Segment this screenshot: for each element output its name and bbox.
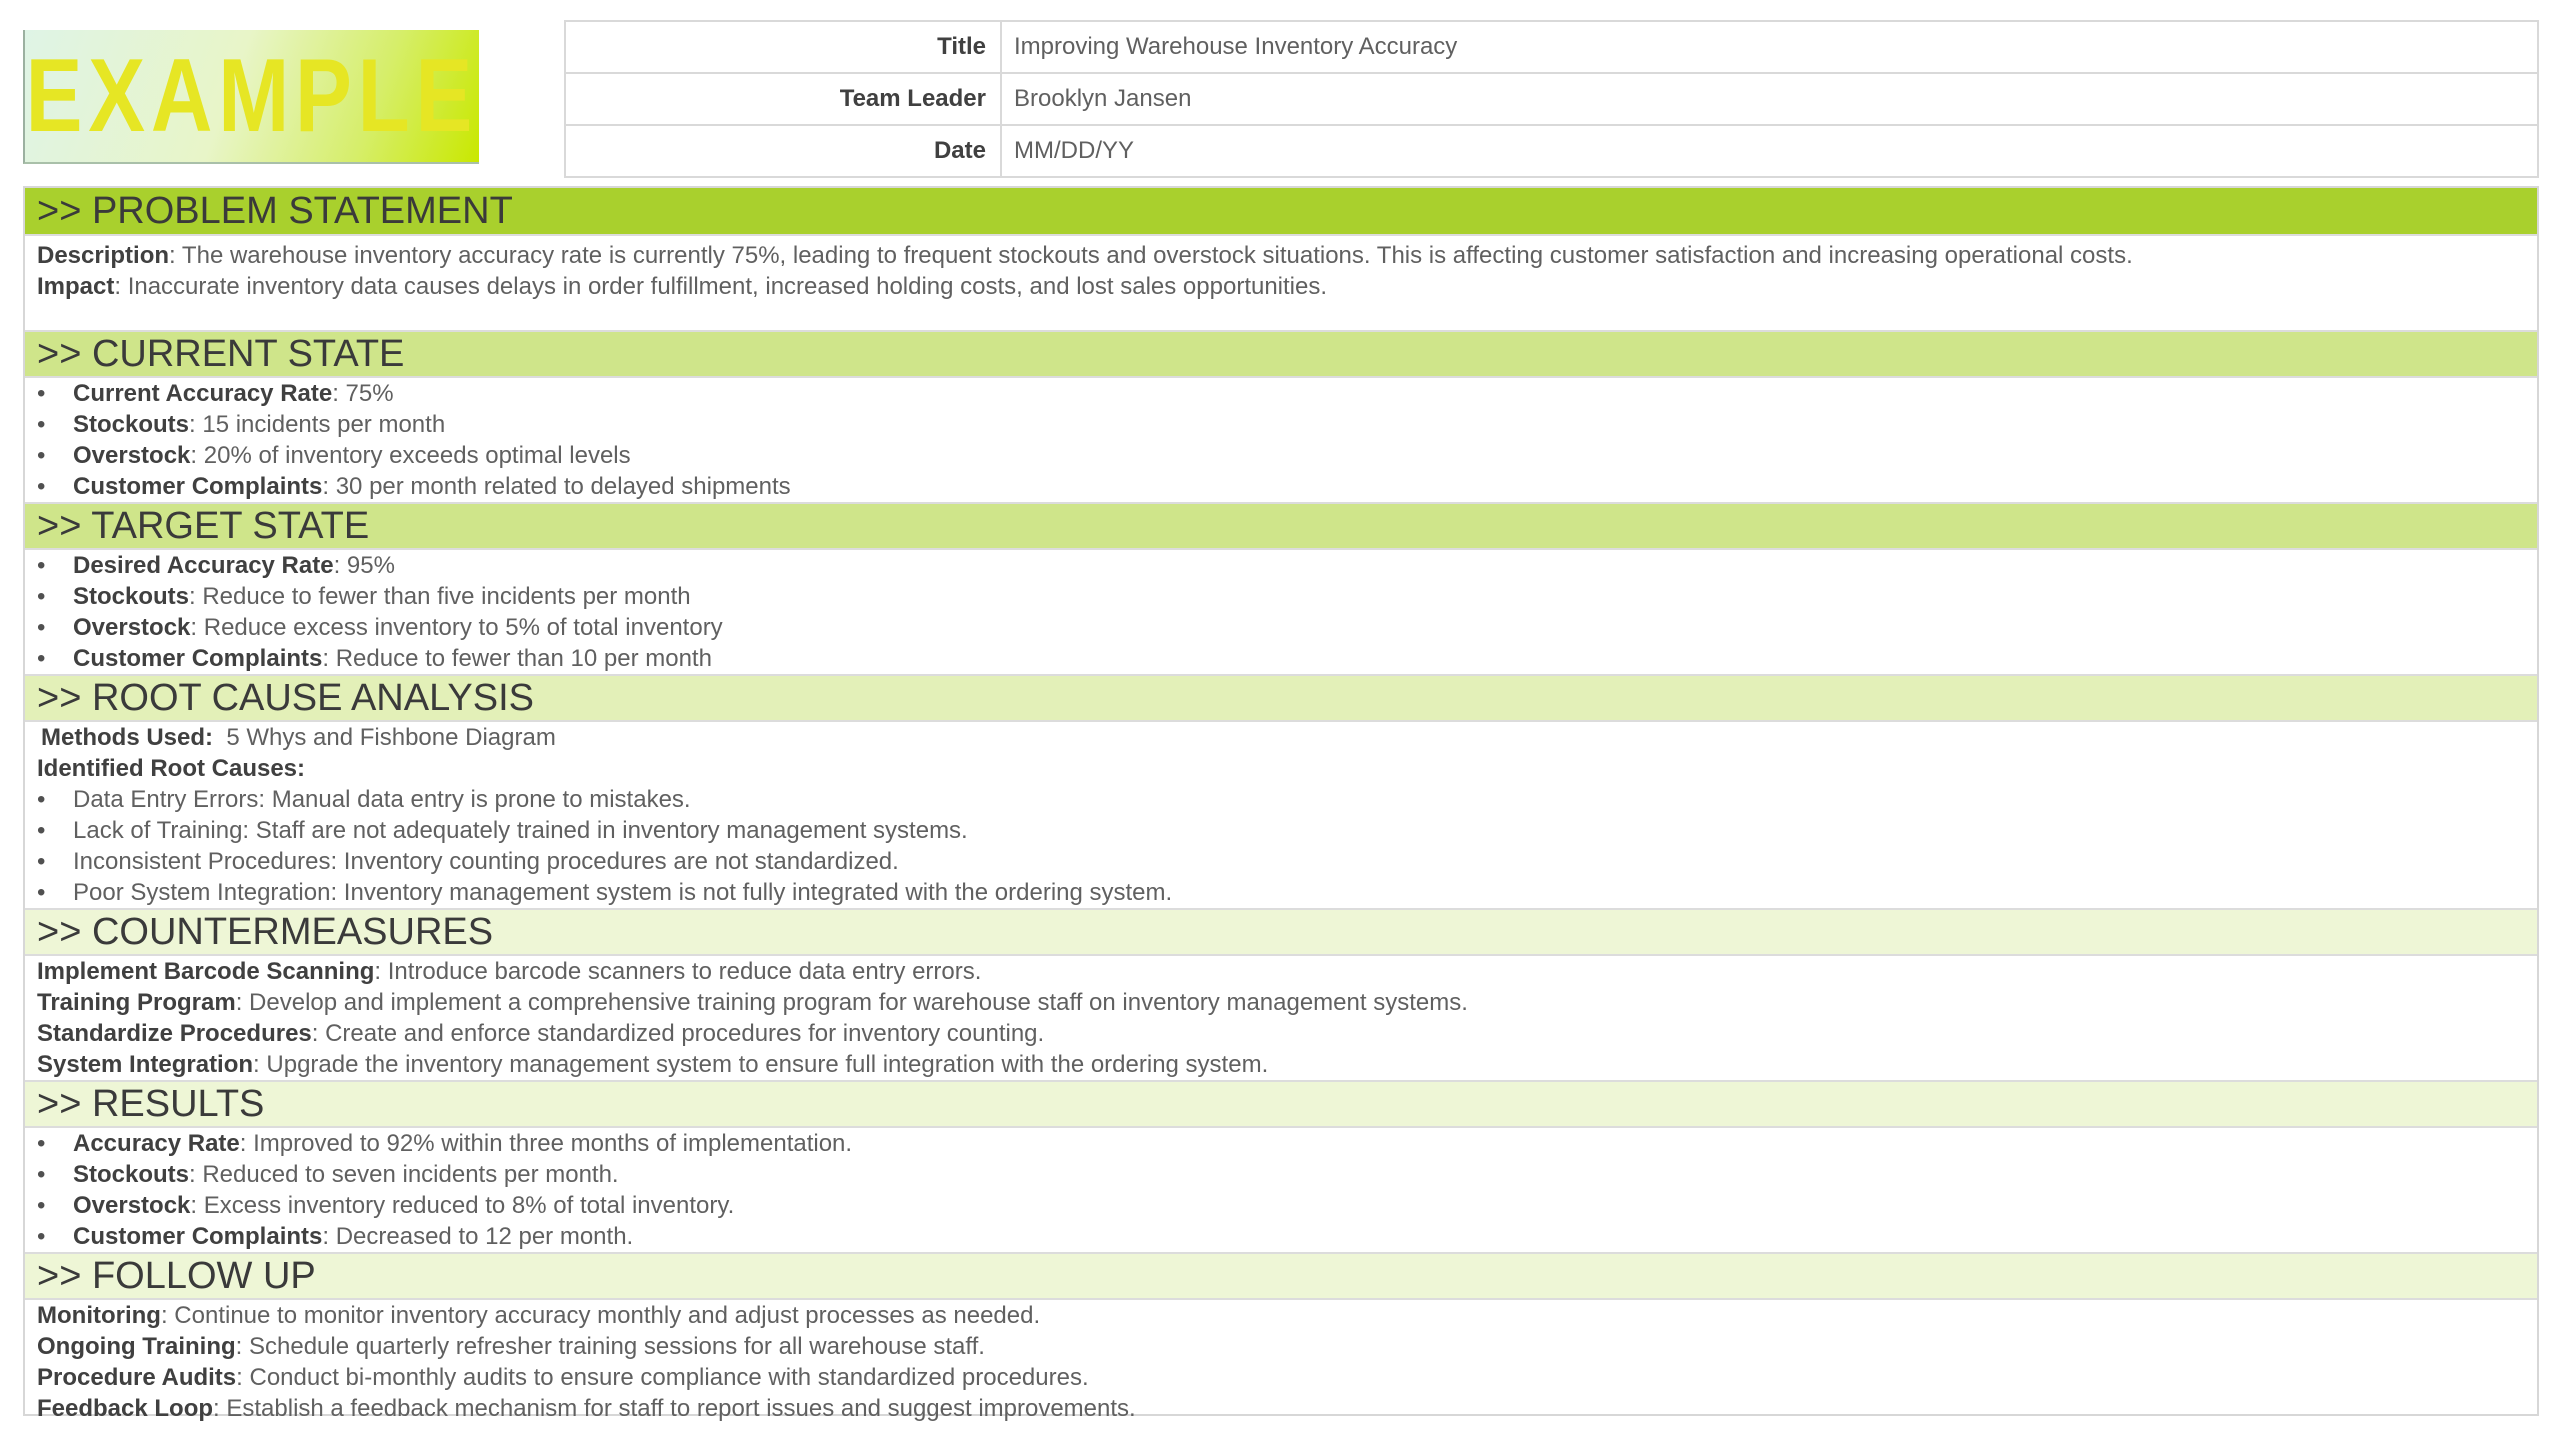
root-cause-body (25, 722, 2537, 908)
title-row (565, 21, 2538, 73)
item-label: Procedure Audits (37, 1364, 237, 1391)
target-state-heading: >> TARGET STATE (25, 502, 2537, 550)
item-text: : Schedule quarterly refresher training sessions for all warehouse staff. (235, 1333, 985, 1360)
bullet-glyph: • (37, 583, 46, 610)
item-label: Customer Complaints (73, 1223, 323, 1250)
methods-used (25, 722, 2537, 753)
list-item (25, 550, 2537, 581)
item-label: Implement Barcode Scanning (37, 958, 375, 985)
bullet-glyph: • (37, 442, 46, 469)
item-label: Training Program (37, 989, 236, 1016)
item-text: : Reduced to seven incidents per month. (189, 1161, 619, 1188)
item-label: Feedback Loop (37, 1395, 214, 1422)
target-state-body (25, 550, 2537, 674)
root-causes-label: Identified Root Causes: (37, 755, 306, 782)
bullet-glyph: • (37, 879, 46, 906)
item-label: Monitoring (37, 1302, 161, 1329)
bullet-glyph: • (37, 614, 46, 641)
list-item (25, 1331, 2537, 1362)
list-item (25, 440, 2537, 471)
description-text: : The warehouse inventory accuracy rate is currently 75%, leading to frequent stockouts and overstock situations. This is affecting customer satisfaction and increasing operational costs. (169, 242, 2133, 269)
item-label: Overstock (73, 442, 191, 469)
bullet-glyph: • (37, 786, 46, 813)
item-label: Overstock (73, 1192, 191, 1219)
list-item (25, 846, 2537, 877)
item-text: Lack of Training: Staff are not adequately trained in inventory management systems. (73, 817, 968, 844)
list-item (25, 956, 2537, 987)
item-label: Customer Complaints (73, 645, 323, 672)
list-item (25, 1128, 2537, 1159)
current-state-body (25, 378, 2537, 502)
item-label: Customer Complaints (73, 473, 323, 500)
item-text: Data Entry Errors: Manual data entry is prone to mistakes. (73, 786, 691, 813)
item-text: : Develop and implement a comprehensive training program for warehouse staff on inventory management systems. (235, 989, 1468, 1016)
list-item (25, 1049, 2537, 1080)
list-item (25, 1190, 2537, 1221)
item-label: Desired Accuracy Rate (73, 552, 334, 579)
list-item (25, 1300, 2537, 1331)
item-text: : Conduct bi-monthly audits to ensure compliance with standardized procedures. (236, 1364, 1089, 1391)
item-text: : Excess inventory reduced to 8% of total inventory. (190, 1192, 735, 1219)
title-value: Improving Warehouse Inventory Accuracy (1001, 21, 2538, 73)
a3-report-body (23, 186, 2539, 1422)
item-label: System Integration (37, 1051, 254, 1078)
logo-text: EXAMPLE (25, 38, 479, 154)
results-heading: >> RESULTS (25, 1080, 2537, 1128)
item-text: : Reduce to fewer than 10 per month (322, 645, 712, 672)
item-text: : 20% of inventory exceeds optimal levels (190, 442, 631, 469)
problem-statement-body (25, 236, 2537, 330)
list-item (25, 784, 2537, 815)
item-text: : Establish a feedback mechanism for staff to report issues and suggest improvements. (213, 1395, 1136, 1422)
description-label: Description (37, 242, 170, 269)
item-text: : Introduce barcode scanners to reduce data entry errors. (374, 958, 982, 985)
date-row (565, 125, 2538, 177)
item-label: Current Accuracy Rate (73, 380, 333, 407)
team-leader-label: Team Leader (565, 73, 1001, 125)
item-label: Standardize Procedures (37, 1020, 312, 1047)
item-label: Stockouts (73, 411, 190, 438)
bullet-glyph: • (37, 411, 46, 438)
bullet-glyph: • (37, 645, 46, 672)
list-item (25, 1018, 2537, 1049)
methods-text: 5 Whys and Fishbone Diagram (213, 724, 556, 751)
item-label: Overstock (73, 614, 191, 641)
results-body (25, 1128, 2537, 1252)
item-text: : Upgrade the inventory management system to ensure full integration with the ordering system. (253, 1051, 1269, 1078)
list-item (25, 378, 2537, 409)
current-state-heading: >> CURRENT STATE (25, 330, 2537, 378)
impact-text: : Inaccurate inventory data causes delays in order fulfillment, increased holding costs, and lost sales opportunities. (114, 273, 1328, 300)
item-text: : Reduce excess inventory to 5% of total inventory (190, 614, 723, 641)
list-item (25, 1159, 2537, 1190)
bullet-glyph: • (37, 552, 46, 579)
example-logo (23, 30, 479, 164)
problem-statement-heading: >> PROBLEM STATEMENT (25, 188, 2537, 236)
item-text: : Continue to monitor inventory accuracy monthly and adjust processes as needed. (160, 1302, 1041, 1329)
bullet-glyph: • (37, 1130, 46, 1157)
item-text: : Improved to 92% within three months of implementation. (239, 1130, 853, 1157)
bullet-glyph: • (37, 1223, 46, 1250)
team-leader-row (565, 73, 2538, 125)
follow-up-body (25, 1300, 2537, 1424)
follow-up-heading: >> FOLLOW UP (25, 1252, 2537, 1300)
list-item (25, 581, 2537, 612)
problem-description (25, 240, 2537, 271)
item-text: : 30 per month related to delayed shipments (322, 473, 791, 500)
list-item (25, 877, 2537, 908)
item-label: Accuracy Rate (73, 1130, 240, 1157)
countermeasures-heading: >> COUNTERMEASURES (25, 908, 2537, 956)
item-label: Ongoing Training (37, 1333, 236, 1360)
list-item (25, 471, 2537, 502)
list-item (25, 987, 2537, 1018)
title-label: Title (565, 21, 1001, 73)
impact-label: Impact (37, 273, 115, 300)
date-label: Date (565, 125, 1001, 177)
problem-impact (25, 271, 2537, 302)
item-text: : 15 incidents per month (189, 411, 446, 438)
list-item (25, 1362, 2537, 1393)
countermeasures-body (25, 956, 2537, 1080)
date-value: MM/DD/YY (1001, 125, 2538, 177)
list-item (25, 815, 2537, 846)
item-text: : 95% (333, 552, 395, 579)
bullet-glyph: • (37, 1161, 46, 1188)
bullet-glyph: • (37, 380, 46, 407)
item-text: : Decreased to 12 per month. (322, 1223, 634, 1250)
root-cause-heading: >> ROOT CAUSE ANALYSIS (25, 674, 2537, 722)
item-label: Stockouts (73, 1161, 190, 1188)
list-item (25, 1221, 2537, 1252)
identified-root-causes (25, 753, 2537, 784)
item-text: : 75% (332, 380, 394, 407)
item-text: : Create and enforce standardized procedures for inventory counting. (311, 1020, 1045, 1047)
list-item (25, 612, 2537, 643)
bullet-glyph: • (37, 848, 46, 875)
item-text: Poor System Integration: Inventory management system is not fully integrated with the ordering system. (73, 879, 1173, 906)
bullet-glyph: • (37, 473, 46, 500)
header-info-table (564, 20, 2539, 178)
methods-label: Methods Used: (41, 724, 214, 751)
item-label: Stockouts (73, 583, 190, 610)
item-text: : Reduce to fewer than five incidents per month (189, 583, 691, 610)
team-leader-value: Brooklyn Jansen (1001, 73, 2538, 125)
list-item (25, 1393, 2537, 1424)
list-item (25, 409, 2537, 440)
item-text: Inconsistent Procedures: Inventory counting procedures are not standardized. (73, 848, 899, 875)
list-item (25, 643, 2537, 674)
bullet-glyph: • (37, 817, 46, 844)
bullet-glyph: • (37, 1192, 46, 1219)
